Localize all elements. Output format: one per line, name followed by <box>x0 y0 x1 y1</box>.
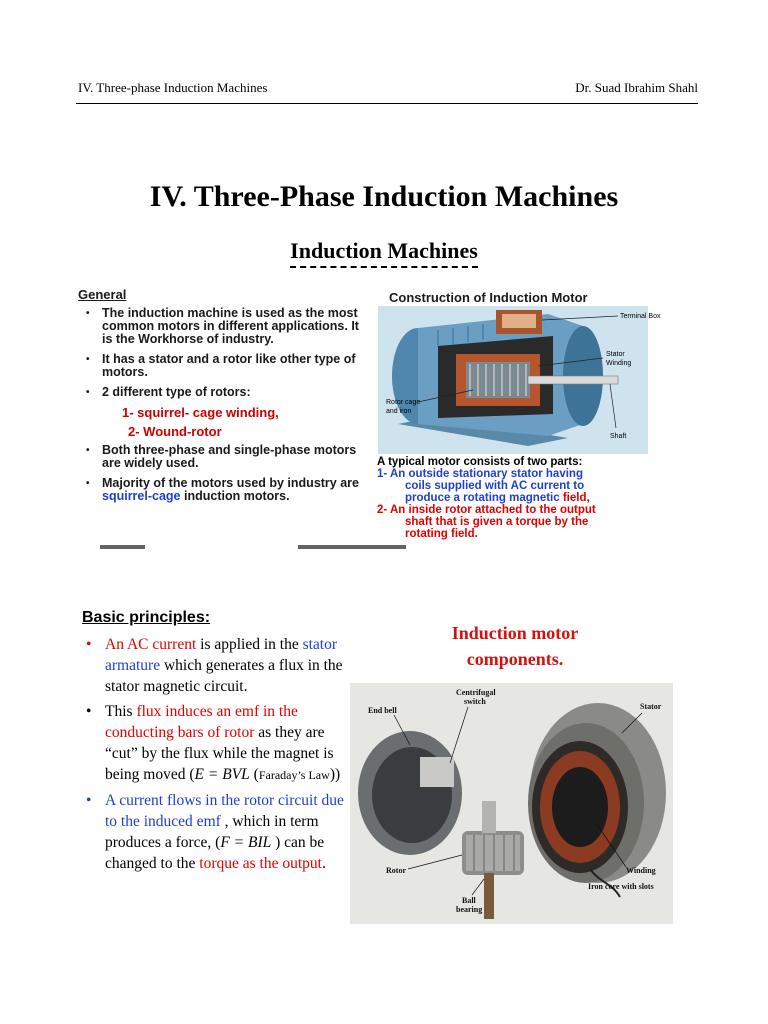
motor-cutaway-illustration <box>378 306 661 454</box>
label-end-bell: End bell <box>368 706 397 715</box>
principle-2-e: ( <box>249 766 259 783</box>
caption-line-1: 1- An outside stationary stator having <box>377 468 583 480</box>
general-bullet-3: • 2 different type of rotors: <box>78 386 363 399</box>
label-shaft: Shaft <box>610 433 627 440</box>
page-title: IV. Three-Phase Induction Machines <box>149 180 619 213</box>
caption-line-4: 2- An inside rotor attached to the output <box>377 504 596 516</box>
principle-3 <box>82 790 352 874</box>
general-bullet-5 <box>78 477 363 503</box>
caption-line-0: A typical motor consists of two parts: <box>377 456 583 468</box>
label-ball: Ball <box>462 896 476 905</box>
header-rule <box>76 103 698 104</box>
cut-off-text-2 <box>298 545 406 549</box>
general-bullet-2: • It has a stator and a rotor like other type of motors. <box>78 353 363 379</box>
principle-2 <box>82 701 352 786</box>
label-iron-core: Iron core with slots <box>588 882 654 891</box>
general-bullet-4: • Both three-phase and single-phase motors are widely used. <box>78 444 363 470</box>
bullet-dot: • <box>86 703 92 720</box>
caption-line-3 <box>377 492 662 504</box>
general-heading: General <box>78 287 127 302</box>
label-bearing: bearing <box>456 905 483 914</box>
construction-slide <box>375 290 660 305</box>
principle-1-a: An AC current <box>105 636 197 653</box>
construction-heading: Construction of Induction Motor <box>389 290 588 305</box>
basic-principles <box>82 607 352 878</box>
principle-1-c: stator armature <box>105 636 338 674</box>
label-rotor: Rotor <box>386 866 406 875</box>
bullet-5-text-a: Majority of the motors used by industry are <box>102 476 359 490</box>
principle-1-d: which generates a flux in the stator magnetic circuit. <box>105 657 343 695</box>
rotor-type-2: 2- Wound-rotor <box>128 424 222 439</box>
label-winding: Winding <box>626 866 656 875</box>
motor-components-photo <box>350 683 673 924</box>
caption-line-6: rotating field. <box>405 528 478 540</box>
label-centrifugal: Centrifugal <box>456 688 496 697</box>
principle-3-c: F = BIL <box>220 834 272 851</box>
principle-2-b: flux induces an emf in the conducting bars of rotor <box>105 703 298 741</box>
general-bullet-1: • The induction machine is used as the most common motors in different applications. It is the Workhorse of industry. <box>78 307 363 346</box>
rotor-type-1: 1- squirrel- cage winding, <box>122 405 279 420</box>
page-header <box>78 80 698 102</box>
principle-3-a: A current flows in the rotor circuit due to the induced emf <box>105 792 344 830</box>
principle-2-d: E = BVL <box>194 766 250 783</box>
principle-3-e: torque as the output <box>199 855 322 872</box>
label-rotor-cage: Rotor cage <box>386 399 421 406</box>
label-and-iron: and iron <box>386 408 412 415</box>
label-stator: Stator <box>640 702 662 711</box>
caption-line-2: coils supplied with AC current to <box>405 480 585 492</box>
principle-2-f: Faraday’s Law <box>258 768 330 782</box>
construction-caption <box>377 456 662 540</box>
caption-line-3b: field, <box>562 492 590 504</box>
principle-3-b: , which in term produces a force, ( <box>105 813 319 851</box>
label-winding: Winding <box>606 360 632 367</box>
principle-3-d: ) can be changed to the <box>105 834 325 872</box>
principle-3-f: . <box>321 855 326 872</box>
bullet-dot: • <box>86 636 92 653</box>
components-title <box>410 620 620 672</box>
components-title-line-2: components. <box>466 649 564 669</box>
caption-line-5: shaft that is given a torque by the <box>405 516 589 528</box>
basic-principles-heading: Basic principles: <box>82 609 211 626</box>
label-terminal-box: Terminal Box <box>620 313 661 320</box>
principle-1 <box>82 634 352 697</box>
cut-off-text-1 <box>100 545 145 549</box>
section-title <box>0 238 768 268</box>
header-right: Dr. Suad Ibrahim Shahl <box>575 80 698 95</box>
principle-2-g: )) <box>329 766 341 783</box>
label-stator: Stator <box>606 351 625 358</box>
caption-line-3a: produce a rotating magnetic <box>405 492 563 504</box>
section-title-text: Induction Machines <box>290 238 478 268</box>
bullet-5-text-b: squirrel-cage <box>102 489 181 503</box>
principle-2-a: This <box>105 703 137 720</box>
bullet-dot: • <box>86 792 92 809</box>
header-left: IV. Three-phase Induction Machines <box>78 80 268 95</box>
components-title-line-1: Induction motor <box>451 623 579 643</box>
general-slide <box>78 288 363 510</box>
label-switch: switch <box>464 697 486 706</box>
principle-1-b: is applied in the <box>196 636 303 653</box>
bullet-5-text-c: induction motors. <box>180 489 290 503</box>
principle-2-c: as they are “cut” by the flux while the magnet is being moved ( <box>105 724 334 783</box>
